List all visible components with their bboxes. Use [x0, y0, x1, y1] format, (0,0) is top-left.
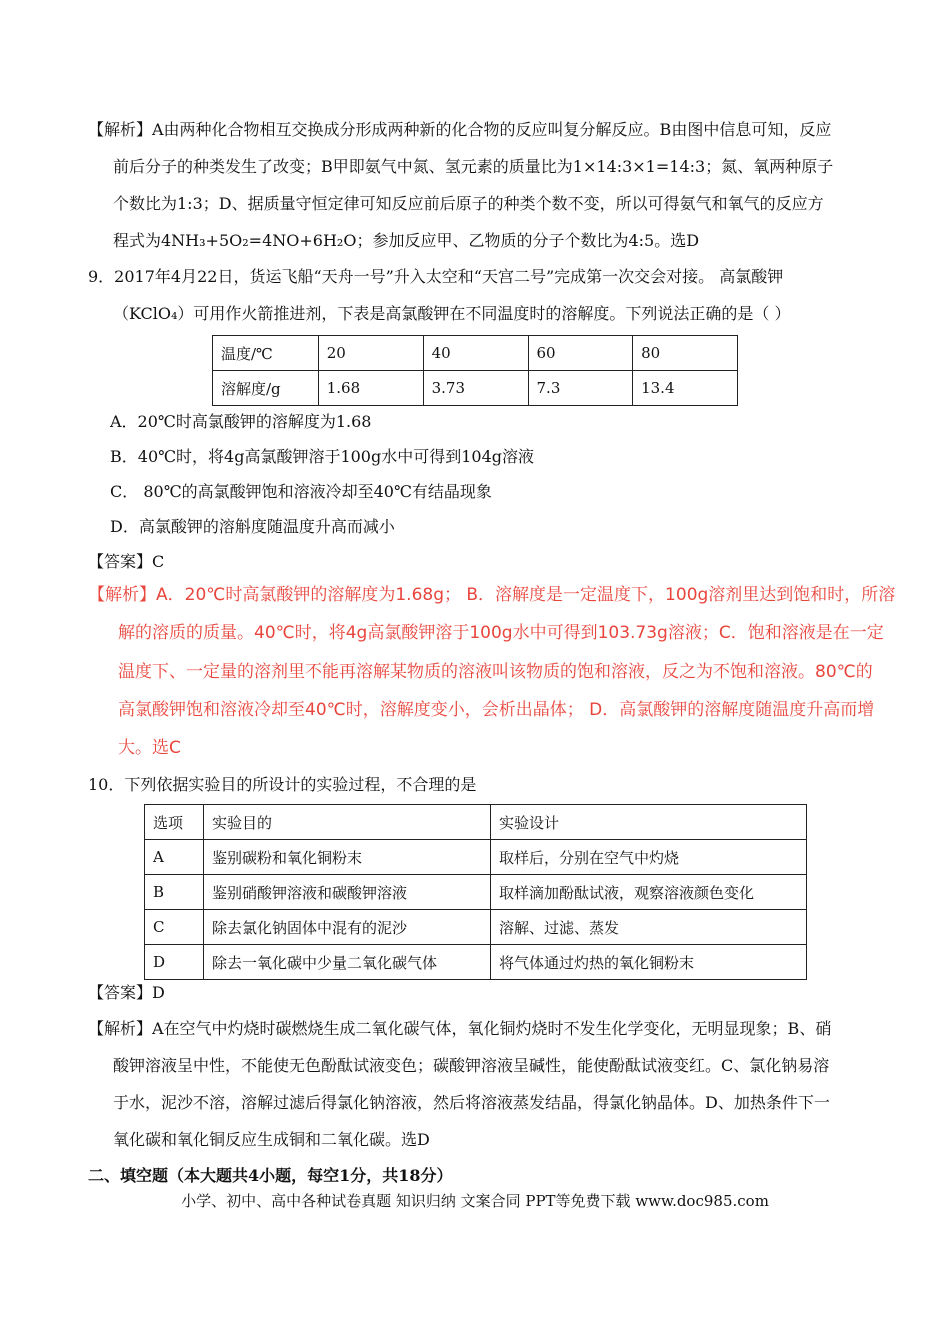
table-row	[145, 875, 807, 910]
table-row	[145, 910, 807, 945]
q9-analysis-line: 温度下、一定量的溶剂里不能再溶解某物质的溶液叫该物质的饱和溶液，反之为不饱和溶液。80℃的	[118, 662, 873, 682]
table-cell: 实验设计	[491, 805, 807, 840]
table-cell: 取样滴加酚酞试液，观察溶液颜色变化	[491, 875, 807, 910]
table-cell: 除去一氧化碳中少量二氧化碳气体	[204, 945, 491, 980]
q10-stem: 10．下列依据实验目的所设计的实验过程，不合理的是	[88, 775, 477, 794]
section-title: 二、填空题（本大题共4小题，每空1分，共18分）	[88, 1166, 453, 1185]
table-cell: 13.4	[633, 371, 738, 406]
q9-option-b: B．40℃时，将4g高氯酸钾溶于100g水中可得到104g溶液	[110, 447, 535, 466]
q8-analysis-line: 【解析】A由两种化合物相互交换成分形成两种新的化合物的反应叫复分解反应。B由图中信息可知，反应	[88, 120, 832, 139]
q9-option-a: A．20℃时高氯酸钾的溶解度为1.68	[110, 412, 372, 431]
table-cell: 20	[318, 336, 423, 371]
q9-stem-line: 9．2017年4月22日，货运飞船“天舟一号”升入太空和“天宫二号”完成第一次交会对接。 高氯酸钾	[88, 267, 784, 286]
table-cell: 60	[528, 336, 633, 371]
table-row	[145, 805, 807, 840]
q8-analysis-line: 前后分子的种类发生了改变；B甲即氨气中氮、氢元素的质量比为1×14:3×1=14:3；氮、氧两种原子	[113, 157, 834, 176]
page-footer: 小学、初中、高中各种试卷真题 知识归纳 文案合同 PPT等免费下载 www.doc985.com	[181, 1192, 769, 1210]
q9-answer: 【答案】C	[88, 552, 165, 571]
table-cell: A	[145, 840, 204, 875]
table-cell: 温度/℃	[213, 336, 319, 371]
solubility-table	[212, 335, 738, 406]
table-cell: 溶解度/g	[213, 371, 319, 406]
q8-analysis-line: 程式为4NH₃+5O₂=4NO+6H₂O；参加反应甲、乙物质的分子个数比为4:5。选D	[113, 231, 700, 250]
q9-stem-line: （KClO₄）可用作火箭推进剂，下表是高氯酸钾在不同温度时的溶解度。下列说法正确的是（ ）	[113, 304, 791, 323]
table-cell: 1.68	[318, 371, 423, 406]
table-row	[213, 371, 738, 406]
table-cell: 鉴别硝酸钾溶液和碳酸钾溶液	[204, 875, 491, 910]
q10-analysis-line: 氧化碳和氧化铜反应生成铜和二氧化碳。选D	[113, 1130, 430, 1149]
q9-analysis-line: 大。选C	[118, 738, 181, 758]
table-cell: 选项	[145, 805, 204, 840]
experiment-table	[144, 804, 807, 980]
table-cell: 取样后，分别在空气中灼烧	[491, 840, 807, 875]
table-cell: D	[145, 945, 204, 980]
q9-analysis-line: 解的溶质的质量。40℃时，将4g高氯酸钾溶于100g水中可得到103.73g溶液；C．饱和溶液是在一定	[118, 623, 884, 643]
table-cell: 40	[423, 336, 528, 371]
table-cell: B	[145, 875, 204, 910]
table-cell: 除去氯化钠固体中混有的泥沙	[204, 910, 491, 945]
table-cell: 7.3	[528, 371, 633, 406]
table-cell: 溶解、过滤、蒸发	[491, 910, 807, 945]
table-cell: 将气体通过灼热的氧化铜粉末	[491, 945, 807, 980]
q9-option-c: C． 80℃的高氯酸钾饱和溶液冷却至40℃有结晶现象	[110, 482, 492, 501]
table-cell: 鉴别碳粉和氧化铜粉末	[204, 840, 491, 875]
q9-option-d: D．高氯酸钾的溶斛度随温度升高而减小	[110, 517, 395, 536]
q9-analysis-line: 高氯酸钾饱和溶液冷却至40℃时，溶解度变小，会析出晶体； D．高氯酸钾的溶解度随温度升高而增	[118, 700, 875, 720]
table-cell: 3.73	[423, 371, 528, 406]
q10-answer: 【答案】D	[88, 983, 165, 1002]
q8-analysis-line: 个数比为1:3；D、据质量守恒定律可知反应前后原子的种类个数不变，所以可得氨气和氧气的反应方	[113, 194, 824, 213]
table-cell: 实验目的	[204, 805, 491, 840]
q10-analysis-line: 于水，泥沙不溶，溶解过滤后得氯化钠溶液，然后将溶液蒸发结晶，得氯化钠晶体。D、加热条件下一	[113, 1093, 830, 1112]
table-row	[145, 840, 807, 875]
table-cell: 80	[633, 336, 738, 371]
q10-analysis-line: 【解析】A在空气中灼烧时碳燃烧生成二氧化碳气体，氧化铜灼烧时不发生化学变化，无明显现象；B、硝	[88, 1019, 832, 1038]
q10-analysis-line: 酸钾溶液呈中性，不能使无色酚酞试液变色；碳酸钾溶液呈碱性，能使酚酞试液变红。C、氯化钠易溶	[113, 1056, 830, 1075]
q9-analysis-line: 【解析】A．20℃时高氯酸钾的溶解度为1.68g； B．溶解度是一定温度下，100g溶剂里达到饱和时，所溶	[88, 585, 896, 605]
table-cell: C	[145, 910, 204, 945]
table-row	[213, 336, 738, 371]
table-row	[145, 945, 807, 980]
